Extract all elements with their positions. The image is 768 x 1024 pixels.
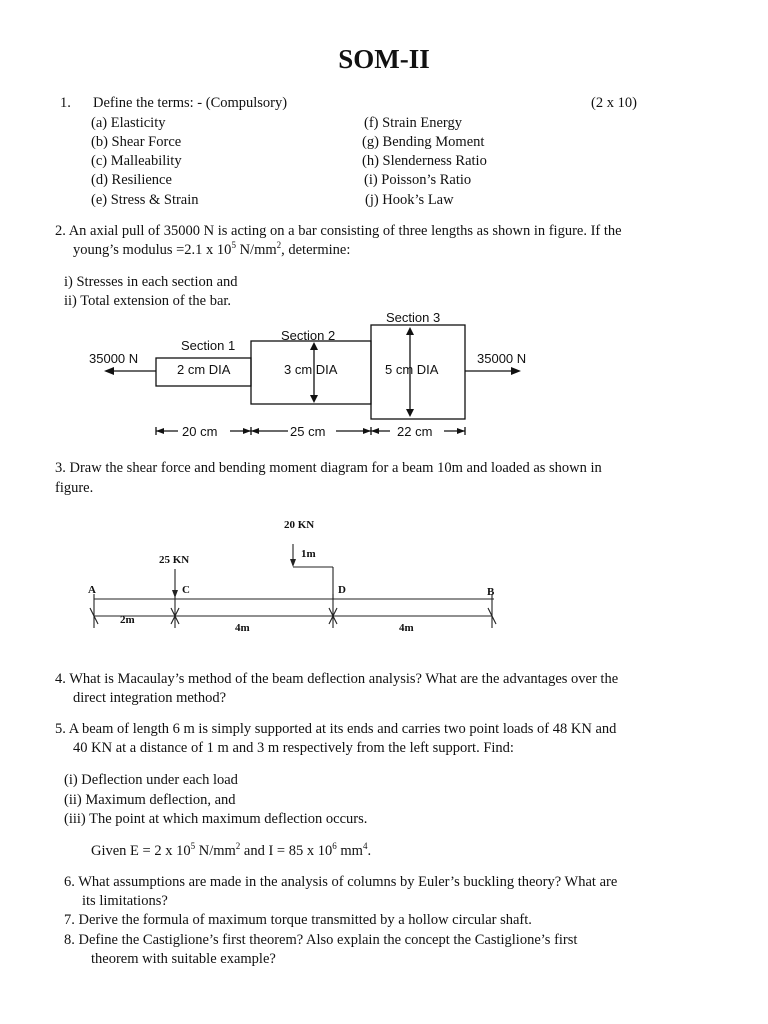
length1-label: 20 cm bbox=[182, 424, 218, 439]
q1-term-d: (d) Resilience bbox=[91, 172, 172, 188]
beam-figure bbox=[82, 512, 512, 642]
section3-label: Section 3 bbox=[386, 310, 441, 325]
q4-line1: 4. What is Macaulay’s method of the beam deflection analysis? What are the advantages over the bbox=[55, 671, 619, 687]
load-25kn-label: 25 KN bbox=[159, 554, 190, 566]
section2-dia: 3 cm DIA bbox=[284, 362, 338, 377]
bar-figure bbox=[60, 308, 590, 448]
q8-line1: 8. Define the Castiglione’s first theorem? Also explain the concept the Castiglione’s first bbox=[64, 932, 578, 948]
q4-line2: direct integration method? bbox=[73, 690, 227, 706]
section1-label: Section 1 bbox=[181, 338, 236, 353]
dist-2m-label: 2m bbox=[120, 614, 135, 626]
q8-line2: theorem with suitable example? bbox=[91, 951, 276, 967]
q3-line2: figure. bbox=[55, 480, 94, 496]
q2-part-ii: ii) Total extension of the bar. bbox=[64, 293, 232, 309]
dist-4m-label-1: 4m bbox=[235, 622, 250, 634]
q5-part-i: (i) Deflection under each load bbox=[64, 772, 238, 788]
q1-term-e: (e) Stress & Strain bbox=[91, 192, 199, 208]
page-title: SOM-II bbox=[338, 44, 430, 74]
q2-part-i: i) Stresses in each section and bbox=[64, 274, 238, 290]
length3-label: 22 cm bbox=[397, 424, 433, 439]
point-d-label: D bbox=[338, 584, 346, 596]
q1-text: Define the terms: - (Compulsory) bbox=[93, 95, 288, 111]
section3-dia: 5 cm DIA bbox=[385, 362, 439, 377]
load-20kn-label: 20 KN bbox=[284, 519, 315, 531]
point-b-label: B bbox=[487, 586, 495, 598]
q6-line2: its limitations? bbox=[82, 893, 168, 909]
q1-term-j: (j) Hook’s Law bbox=[365, 192, 454, 208]
q1-term-h: (h) Slenderness Ratio bbox=[362, 153, 487, 169]
offset-1m-label: 1m bbox=[301, 548, 316, 560]
q2-line2: young’s modulus =2.1 x $10^5$ $N/mm^2$, determine: bbox=[73, 240, 351, 258]
q1-number: 1. bbox=[60, 95, 71, 111]
length2-label: 25 cm bbox=[290, 424, 326, 439]
q5-given: Given E = 2 x $10^5$ $N/mm^2$ and I = 85 x $10^6$ $mm^4$. bbox=[91, 841, 372, 859]
left-load-label: 35000 N bbox=[89, 351, 139, 366]
section2-label: Section 2 bbox=[281, 328, 336, 343]
q1-term-b: (b) Shear Force bbox=[91, 134, 182, 150]
point-a-label: A bbox=[88, 584, 96, 596]
right-load-label: 35000 N bbox=[477, 351, 527, 366]
q5-line2: 40 KN at a distance of 1 m and 3 m respectively from the left support. Find: bbox=[73, 740, 514, 756]
q7-line1: 7. Derive the formula of maximum torque transmitted by a hollow circular shaft. bbox=[64, 912, 532, 928]
section1-dia: 2 cm DIA bbox=[177, 362, 231, 377]
q6-line1: 6. What assumptions are made in the analysis of columns by Euler’s buckling theory? What are bbox=[64, 874, 618, 890]
q1-term-i: (i) Poisson’s Ratio bbox=[364, 172, 472, 188]
q5-part-ii: (ii) Maximum deflection, and bbox=[64, 792, 236, 808]
q1-marks: (2 x 10) bbox=[591, 95, 637, 111]
point-c-label: C bbox=[182, 584, 190, 596]
q1-term-a: (a) Elasticity bbox=[91, 115, 166, 131]
q1-term-f: (f) Strain Energy bbox=[364, 115, 462, 131]
q2-line1: 2. An axial pull of 35000 N is acting on a bar consisting of three lengths as shown in figure. If the bbox=[55, 223, 622, 239]
q3-line1: 3. Draw the shear force and bending moment diagram for a beam 10m and loaded as shown in bbox=[55, 460, 602, 476]
q5-part-iii: (iii) The point at which maximum deflection occurs. bbox=[64, 811, 368, 827]
q5-line1: 5. A beam of length 6 m is simply supported at its ends and carries two point loads of 48 KN and bbox=[55, 721, 617, 737]
dist-4m-label-2: 4m bbox=[399, 622, 414, 634]
q1-term-g: (g) Bending Moment bbox=[362, 134, 485, 150]
q1-term-c: (c) Malleability bbox=[91, 153, 182, 169]
